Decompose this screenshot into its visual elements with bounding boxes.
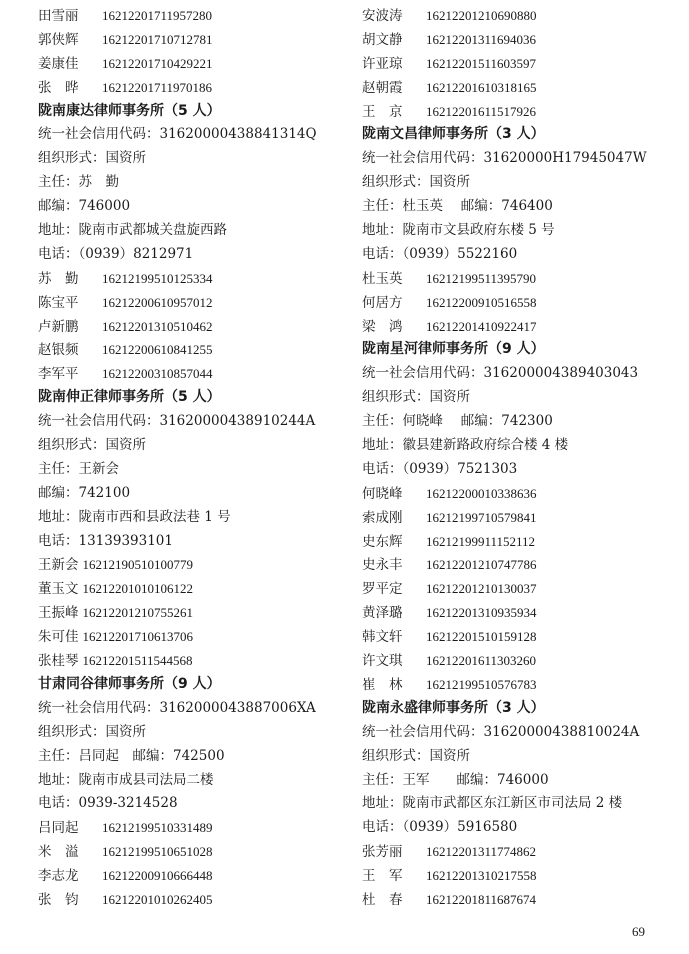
firm-heading: 陇南伸正律师事务所（5 人） xyxy=(38,389,221,406)
lawyer-entry xyxy=(38,76,358,100)
firm-detail: 电话：（0939）8212971 xyxy=(38,245,194,262)
firm-detail: 主任：杜玉英 邮编：746400 xyxy=(362,198,553,215)
firm-detail: 组织形式：国资所 xyxy=(362,174,470,191)
lawyer-name: 何晓峰 xyxy=(362,485,403,502)
lawyer-name: 田雪丽 xyxy=(38,8,79,24)
lawyer-entry xyxy=(362,864,682,888)
license-number: 16212199710579841 xyxy=(426,509,537,525)
license-number: 16212201811687674 xyxy=(426,891,537,907)
license-number: 16212201311774862 xyxy=(426,844,537,860)
license-number: 16212201210130037 xyxy=(426,581,537,597)
lawyer-name: 史东辉 xyxy=(362,533,403,550)
license-number: 16212201010106122 xyxy=(82,581,193,597)
lawyer-entry xyxy=(362,28,682,52)
firm-detail: 统一社会信用代码：316200004389403043 xyxy=(362,365,639,382)
firm-detail: 地址：陇南市西和县政法巷 1 号 xyxy=(38,508,231,525)
firm-detail: 主任：吕同起 邮编：742500 xyxy=(38,747,225,764)
lawyer-entry xyxy=(38,362,358,386)
lawyer-name: 许亚琼 xyxy=(362,55,403,72)
license-number: 16212201310217558 xyxy=(426,868,537,884)
license-number: 16212201711970186 xyxy=(102,79,213,95)
firm-detail: 统一社会信用代码：31620000438910244A xyxy=(38,413,316,430)
lawyer-entry xyxy=(38,888,358,912)
license-number: 16212201611517926 xyxy=(426,103,537,119)
lawyer-name: 张 钧 xyxy=(38,891,79,908)
right-column xyxy=(362,4,682,912)
lawyer-name: 米 溢 xyxy=(38,844,79,861)
firm-detail: 电话：0939-3214528 xyxy=(38,795,178,812)
lawyer-name: 郭侠辉 xyxy=(38,31,79,48)
lawyer-name: 黄泽璐 xyxy=(362,605,403,622)
lawyer-entry xyxy=(362,482,682,506)
license-number: 16212200910516558 xyxy=(426,294,537,310)
license-number: 16212199510651028 xyxy=(102,844,213,860)
license-number: 16212199510331489 xyxy=(102,820,213,836)
license-number: 16212201710613706 xyxy=(82,629,193,645)
license-number: 16212201010262405 xyxy=(102,891,213,907)
firm-detail: 统一社会信用代码：31620000H17945047W xyxy=(362,150,647,167)
lawyer-entry xyxy=(362,888,682,912)
license-number: 16212201710429221 xyxy=(102,55,213,71)
lawyer-name: 张芳丽 xyxy=(362,844,403,861)
firm-detail: 电话：13139393101 xyxy=(38,532,173,549)
firm-detail: 统一社会信用代码：31620000438841314Q xyxy=(38,126,317,143)
firm-detail: 电话：（0939）5522160 xyxy=(362,245,518,262)
firm-detail: 地址：陇南市武都区东江新区市司法局 2 楼 xyxy=(362,795,623,812)
lawyer-entry xyxy=(38,601,358,625)
lawyer-name: 张桂琴 xyxy=(38,653,79,670)
lawyer-entry xyxy=(38,291,358,315)
lawyer-entry xyxy=(362,840,682,864)
lawyer-entry xyxy=(38,52,358,76)
license-number: 16212199510576783 xyxy=(426,676,537,692)
lawyer-name: 姜康佳 xyxy=(38,55,79,72)
license-number: 16212199510125334 xyxy=(102,270,213,286)
license-number: 16212201511544568 xyxy=(82,653,193,669)
license-number: 16212201410922417 xyxy=(426,318,537,334)
lawyer-entry xyxy=(38,338,358,362)
license-number: 16212201611303260 xyxy=(426,653,537,669)
lawyer-entry xyxy=(362,267,682,291)
firm-detail: 主任：苏 勤 xyxy=(38,174,119,191)
license-number: 16212200610957012 xyxy=(102,294,213,310)
license-number: 16212201210755261 xyxy=(82,605,193,621)
lawyer-name: 李军平 xyxy=(38,366,79,383)
firm-detail: 地址：陇南市武都城关盘旋西路 xyxy=(38,222,227,239)
firm-detail: 地址：陇南市文县政府东楼 5 号 xyxy=(362,222,555,239)
lawyer-name: 崔 林 xyxy=(362,676,403,693)
license-number: 16212200610841255 xyxy=(102,342,213,358)
firm-detail: 组织形式：国资所 xyxy=(362,747,470,764)
firm-heading: 陇南康达律师事务所（5 人） xyxy=(38,102,221,119)
lawyer-name: 杜 春 xyxy=(362,891,403,908)
lawyer-name: 梁 鸿 xyxy=(362,318,403,335)
license-number: 16212200310857044 xyxy=(102,366,213,382)
lawyer-entry xyxy=(38,4,358,28)
lawyer-entry xyxy=(362,291,682,315)
lawyer-entry xyxy=(38,649,358,673)
lawyer-entry xyxy=(38,625,358,649)
lawyer-name: 史永丰 xyxy=(362,557,403,574)
license-number: 16212190510100779 xyxy=(82,557,193,573)
license-number: 16212201310935934 xyxy=(426,605,537,621)
lawyer-entry xyxy=(38,267,358,291)
firm-detail: 主任：王军 邮编：746000 xyxy=(362,771,549,788)
lawyer-entry xyxy=(362,52,682,76)
firm-detail: 地址：徽县建新路政府综合楼 4 楼 xyxy=(362,437,569,454)
lawyer-name: 罗平定 xyxy=(362,581,403,598)
lawyer-name: 朱可佳 xyxy=(38,629,79,646)
license-number: 16212199511395790 xyxy=(426,270,537,286)
lawyer-entry xyxy=(38,816,358,840)
lawyer-name: 胡文静 xyxy=(362,31,403,48)
lawyer-name: 杜玉英 xyxy=(362,270,403,287)
lawyer-name: 张 晔 xyxy=(38,79,79,96)
left-column xyxy=(38,4,358,912)
lawyer-entry xyxy=(38,28,358,52)
firm-detail: 主任：王新会 xyxy=(38,460,119,477)
lawyer-entry xyxy=(362,673,682,697)
firm-detail: 主任：何晓峰 邮编：742300 xyxy=(362,413,553,430)
firm-heading: 陇南永盛律师事务所（3 人） xyxy=(362,699,545,716)
lawyer-entry xyxy=(362,506,682,530)
lawyer-entry xyxy=(38,553,358,577)
page-number: 69 xyxy=(632,924,645,939)
lawyer-name: 何居方 xyxy=(362,294,403,311)
firm-heading: 甘肃同谷律师事务所（9 人） xyxy=(38,675,221,692)
license-number: 16212199911152112 xyxy=(426,533,536,549)
firm-detail: 组织形式：国资所 xyxy=(362,389,470,406)
license-number: 16212201610318165 xyxy=(426,79,537,95)
lawyer-name: 安波涛 xyxy=(362,8,403,24)
firm-heading: 陇南文昌律师事务所（3 人） xyxy=(362,126,545,143)
lawyer-name: 赵朝霞 xyxy=(362,79,403,96)
lawyer-name: 王 军 xyxy=(362,868,403,885)
lawyer-entry xyxy=(38,864,358,888)
lawyer-name: 韩文轩 xyxy=(362,629,403,646)
lawyer-entry xyxy=(38,577,358,601)
firm-detail: 邮编：742100 xyxy=(38,484,131,501)
lawyer-name: 王 京 xyxy=(362,103,403,120)
firm-detail: 电话：（0939）5916580 xyxy=(362,819,518,836)
license-number: 16212201710712781 xyxy=(102,31,213,47)
firm-heading: 陇南星河律师事务所（9 人） xyxy=(362,341,545,358)
lawyer-name: 王振峰 xyxy=(38,605,79,622)
lawyer-entry xyxy=(362,577,682,601)
lawyer-name: 董玉文 xyxy=(38,581,79,598)
lawyer-name: 赵银频 xyxy=(38,342,79,359)
lawyer-name: 吕同起 xyxy=(38,820,79,837)
firm-detail: 地址：陇南市成县司法局二楼 xyxy=(38,771,214,788)
lawyer-name: 许文琪 xyxy=(362,653,403,670)
license-number: 16212201511603597 xyxy=(426,55,537,71)
license-number: 16212201311694036 xyxy=(426,31,537,47)
license-number: 16212200010338636 xyxy=(426,485,537,501)
license-number: 16212201510159128 xyxy=(426,629,537,645)
lawyer-entry xyxy=(362,625,682,649)
lawyer-entry xyxy=(362,4,682,28)
lawyer-entry xyxy=(362,76,682,100)
license-number: 16212201210690880 xyxy=(426,8,537,23)
lawyer-entry xyxy=(362,553,682,577)
firm-detail: 电话：（0939）7521303 xyxy=(362,460,518,477)
lawyer-entry xyxy=(38,840,358,864)
firm-detail: 组织形式：国资所 xyxy=(38,723,146,740)
lawyer-name: 李志龙 xyxy=(38,868,79,885)
firm-detail: 组织形式：国资所 xyxy=(38,150,146,167)
lawyer-name: 索成刚 xyxy=(362,509,403,526)
lawyer-entry xyxy=(362,601,682,625)
lawyer-name: 陈宝平 xyxy=(38,294,79,311)
firm-detail: 邮编：746000 xyxy=(38,198,131,215)
lawyer-entry xyxy=(362,100,682,124)
lawyer-entry xyxy=(38,315,358,339)
license-number: 16212201310510462 xyxy=(102,318,213,334)
lawyer-name: 卢新鹏 xyxy=(38,318,79,335)
lawyer-entry xyxy=(362,649,682,673)
lawyer-name: 王新会 xyxy=(38,557,79,574)
license-number: 16212201711957280 xyxy=(102,8,213,23)
license-number: 16212201210747786 xyxy=(426,557,537,573)
lawyer-entry xyxy=(362,530,682,554)
lawyer-name: 苏 勤 xyxy=(38,270,79,287)
firm-detail: 组织形式：国资所 xyxy=(38,437,146,454)
firm-detail: 统一社会信用代码：31620000438810024A xyxy=(362,723,640,740)
firm-detail: 统一社会信用代码：3162000043887006XA xyxy=(38,699,316,716)
license-number: 16212200910666448 xyxy=(102,868,213,884)
lawyer-entry xyxy=(362,315,682,339)
